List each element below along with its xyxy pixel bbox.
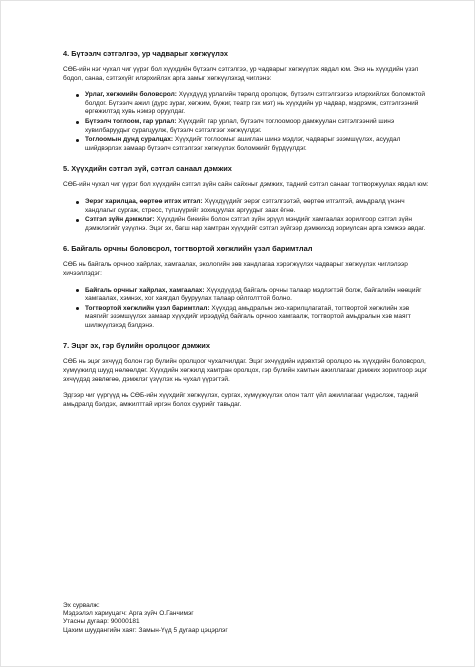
section-outro-7: Эдгээр чиг үүргүүд нь СӨБ-ийн хүүхдийг хөгжүүлэх, сургах, хүмүүжүүлэх олон талт үйл ажиллагааг үндэслэж, тадний амьдралд бэлдэх, амжилттай иргэн болох суурийг тавьдаг. xyxy=(63,392,419,408)
section-list-4 xyxy=(63,91,431,153)
list-item: Эерэг харилцаа, өөртөө итгэх итгэл: Хүүхдүүдийг эерэг сэтгэлгээтэй, өөртөө итгэлтэй, амьдралд үнэнч хандлагыг сургаж, стресс, түгшүүрийг зохицуулах аргуудыг заах ёгнө. xyxy=(85,198,431,215)
section-intro-7: СӨБ нь эцэг эхчүүд болон гэр бүлийн оролцоог чухалчилдаг. Эцэг эхчүүдийн идэвхтэй оролцоо нь хүүхдийн боловсрол, хүмүүжилд шууд нөлөөлдөг. Хүүхдийн хөгжилд хамтран оролцох, гэр бүлийн хамтын ажиллагааг дэмжих зорилгоор эцэг эхчүүдэд зөвлөгөө, дэмжлэг үзүүлэх нь чухал үүрэгтэй. xyxy=(63,358,428,383)
source-phone: Утасны дугаар: 90000181 xyxy=(63,618,140,626)
source-label: Эх сурвалж: xyxy=(63,602,100,609)
section-list-6 xyxy=(63,287,431,331)
list-item: Сэтгэл зүйн дэмжлэг: Хүүхдийн биеийн болон сэтгэл зүйн эрүүл мэндийг хамгаалах зорилгоор сэтгэл зүйн дэмжлэгийг үзүүлнэ. Эцэг эх, багш нар хамтран хүүхдийг сэтгэл зүйгээр дэмжихэд зориулсан арга хэмжээ авдаг. xyxy=(85,216,431,233)
list-item: Урлаг, хөгжмийн боловсрол: Хүүхдүүд урлагийн төрөлд оролцож, бүтээлч сэтгэлгээгээ илэрхийлэх боломжтой болдог. Бүтээлч ажил (дүрс зураг, хөгжим, бүжиг, театр гэх мэт) нь хүүхдийн ур чадвар, мэдрэмж, сэтгэлгээний өргөжилтэд хувь нэмэр оруулдаг. xyxy=(85,91,431,117)
section-intro-6: СӨБ нь байгаль орчноо хайрлах, хамгаалах, экологийн зөв хандлагаа хэрэгжүүлэх чадварыг хөгжүүлэх чиглэлээр хичээллэдэг: xyxy=(63,261,408,277)
source-contact-person: Мэдээлэл хариуцагч: Арга зүйч О.Ганчимэг xyxy=(63,610,194,618)
list-item: Тогтвортой хөгжлийн үзэл баримтлал: Хүүхдэд амьдралын эко-харилцлагатай, тогтвортой хөгжлийн хэв маягийг эзэмшүүлэх замаар хүүхдийг ирээдүйд байгаль орчноо хамгаалж, тогтвортой амьдралын хэв маягт шилжүүлэхэд бэлдэнэ. xyxy=(85,305,431,331)
source-email: Цахим шуудангийн хаяг: Замын-Үүд 5 дугаар цэцэрлэг xyxy=(63,626,228,634)
section-intro-4: СӨБ-ийн нэг чухал чиг үүрэг бол хүүхдийн бүтээлч сэтгэлгээ, ур чадварыг хөгжүүлэх явдал юм. Энэ нь хүүхдийн үзэл бодол, санаа, сэтгэхүйг илэрхийлэх арга замыг хөгжүүлэхэд чиглэнэ: xyxy=(63,66,419,82)
section-intro-5: СӨБ-ийн чухал чиг үүрэг бол хүүхдийн сэтгэл зүйн сайн сайхныг дэмжих, тадний сэтгэл санааг тогтворжуулах явдал юм: xyxy=(63,181,429,189)
list-item: Бүтээлч тоглоом, гар урлал: Хүүхдийг гар урлал, бүтээлч тоглоомоор дамжуулан сэтгэлгээний шинэ хувилбаруудыг сурагцуулж, бүтээлч сэтгэлгээг хөгжүүлдэг. xyxy=(85,118,431,135)
document-body xyxy=(63,49,431,417)
section-heading-6: 6. Байгаль орчны боловсрол, тогтвортой хөгжлийн үзэл баримтлал xyxy=(63,244,313,254)
list-item: Байгаль орчныг хайрлах, хамгаалах: Хүүхдүүдэд байгаль орчны талаар мэдлэгтэй болж, байгалийн нөөцийг хамгаалах, хэмнэх, хог хаягдал бууруулах талаар ойлголттой болно. xyxy=(85,287,431,304)
section-list-5 xyxy=(63,198,431,233)
source-block xyxy=(63,602,431,635)
section-heading-7: 7. Эцэг эх, гэр бүлийн оролцоог дэмжих xyxy=(63,341,210,351)
list-item: Тоглоомын дунд суралцах: Хүүхдийг тоглоомыг ашиглан шинэ мэдлэг, чадварыг эзэмшүүлэх, асуудал шийдвэрлэх замаар бүтээлч сэтгэлгээг хөгжүүлэх боломжийг бүрдүүлдэг. xyxy=(85,136,431,153)
section-heading-5: 5. Хүүхдийн сэтгэл зүй, сэтгэл санаал дэмжих xyxy=(63,164,232,174)
section-heading-4: 4. Бүтээлч сэтгэлгээ, ур чадварыг хөгжүүлэх xyxy=(63,49,228,58)
